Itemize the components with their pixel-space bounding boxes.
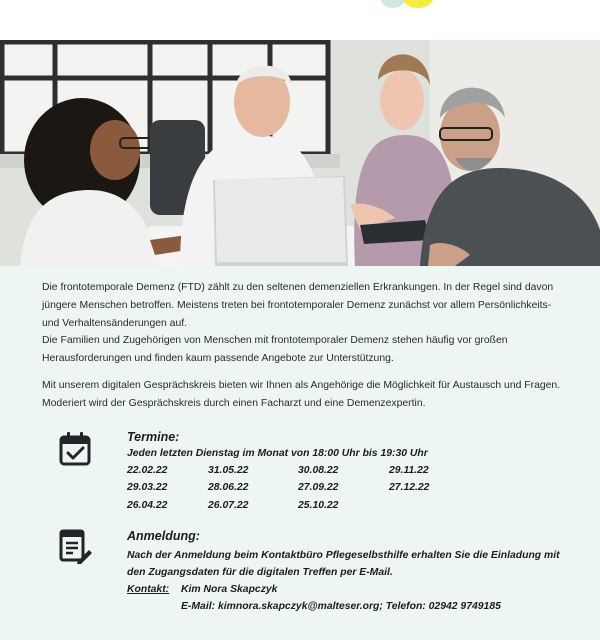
- anmeldung-text: Nach der Anmeldung beim Kontaktbüro Pflegeselbsthilfe erhalten Sie die Einladung mit den Zugangsdaten für die digitalen Treffen per E-Mail.: [127, 550, 560, 578]
- contact-indent: [127, 598, 181, 615]
- termine-title: Termine:: [127, 430, 180, 444]
- intro-paragraph-2: Die Familien und Zugehörigen von Menschen mit frontotemporaler Demenz stehen häufig vor großen Herausforderungen und finden kaum passende Angebote zur Unterstützung.: [42, 335, 508, 365]
- logo-yellow-circle: [403, 0, 433, 8]
- logo-header: [0, 0, 600, 40]
- document-pen-icon: [58, 528, 92, 564]
- date-item: 27.12.22: [389, 482, 430, 494]
- calendar-check-icon: [58, 431, 92, 467]
- termine-subtitle: Jeden letzten Dienstag im Monat von 18:00 Uhr bis 19:30 Uhr: [127, 448, 428, 459]
- anmeldung-title: Anmeldung:: [127, 529, 200, 543]
- dates-grid: [127, 462, 527, 514]
- group-meeting-photo: [0, 40, 600, 266]
- date-item: 27.09.22: [298, 482, 339, 494]
- date-item: 29.03.22: [127, 482, 168, 494]
- date-item: 22.02.22: [127, 465, 168, 476]
- intro-paragraph-3: Mit unserem digitalen Gesprächskreis bieten wir Ihnen als Angehörige die Möglichkeit für Austausch und Fragen. Moderiert wird der Gesprächskreis durch einen Facharzt und eine Demenzexpertin.: [42, 379, 561, 409]
- contact-details[interactable]: E-Mail: kimnora.skapczyk@malteser.org; Telefon: 02942 9749185: [181, 601, 501, 612]
- intro-paragraph-1: Die frontotemporale Demenz (FTD) zählt zu den seltenen demenziellen Erkrankungen. In der Regel sind davon jüngere Menschen betroffen. Meistens treten bei frontotemporaler Demenz zunächst vor allem Persönlichkeits- und Verhaltensänderungen auf.: [42, 282, 554, 329]
- contact-row: [127, 581, 567, 598]
- date-item: 26.07.22: [208, 499, 249, 511]
- contact-label: Kontakt:: [127, 584, 170, 595]
- intro-text: [42, 279, 562, 413]
- date-item: 28.06.22: [208, 482, 249, 494]
- date-item: 29.11.22: [389, 465, 429, 476]
- termine-section: [127, 430, 527, 514]
- contact-details-row: [127, 598, 567, 615]
- date-item: [389, 497, 479, 514]
- date-item: 26.04.22: [127, 499, 168, 511]
- logo-teal-circle: [380, 0, 406, 8]
- contact-name: Kim Nora Skapczyk: [181, 584, 278, 595]
- header-photo: [0, 40, 600, 266]
- date-item: 30.08.22: [298, 465, 339, 476]
- date-item: 31.05.22: [208, 465, 249, 476]
- anmeldung-section: [127, 529, 567, 615]
- date-item: 25.10.22: [298, 499, 339, 511]
